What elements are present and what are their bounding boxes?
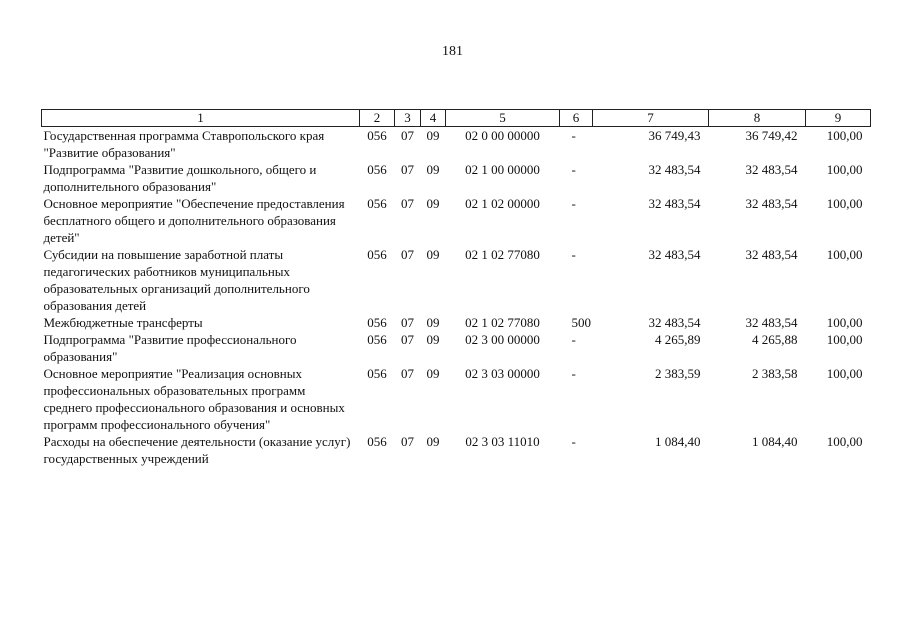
cell-subsection: 09: [426, 366, 440, 381]
cell-subsection: 09: [426, 332, 440, 347]
cell-ministry-code: 056: [367, 332, 387, 347]
cell-expense-type: -: [571, 434, 576, 449]
row-name: Государственная программа Ставропольского края "Развитие образования": [43, 128, 325, 160]
cell-target-article: 02 1 02 00000: [465, 196, 540, 211]
cell-col8: 32 483,54: [745, 247, 798, 262]
cell-col8: 4 265,88: [752, 332, 798, 347]
row-name: Подпрограмма "Развитие дошкольного, общего и дополнительного образования": [43, 162, 317, 194]
table-row: [42, 314, 871, 331]
cell-subsection: 09: [426, 434, 440, 449]
cell-col8: 32 483,54: [745, 315, 798, 330]
cell-target-article: 02 1 00 00000: [465, 162, 540, 177]
column-header: 8: [709, 110, 806, 127]
cell-section: 07: [401, 366, 414, 381]
table-row: [42, 246, 871, 314]
row-name: Основное мероприятие "Реализация основных профессиональных образовательных программ среднего профессионального образования и основных программ профессионального обучения": [43, 366, 345, 432]
row-name: Расходы на обеспечение деятельности (оказание услуг) государственных учреждений: [43, 434, 351, 466]
cell-col8: 32 483,54: [745, 196, 798, 211]
cell-col9: 100,00: [826, 434, 863, 449]
cell-section: 07: [401, 247, 414, 262]
cell-expense-type: -: [571, 196, 576, 211]
cell-expense-type: -: [571, 128, 576, 143]
table-row: [42, 365, 871, 433]
cell-section: 07: [401, 434, 414, 449]
cell-target-article: 02 0 00 00000: [465, 128, 540, 143]
row-name: Субсидии на повышение заработной платы педагогических работников муниципальных образовательных организаций дополнительного образования детей: [43, 247, 310, 313]
cell-col7: 32 483,54: [648, 315, 701, 330]
cell-ministry-code: 056: [367, 315, 387, 330]
cell-col7: 32 483,54: [648, 247, 701, 262]
cell-ministry-code: 056: [367, 366, 387, 381]
cell-subsection: 09: [426, 196, 440, 211]
table-row: [42, 433, 871, 467]
cell-ministry-code: 056: [367, 128, 387, 143]
cell-col8: 36 749,42: [745, 128, 798, 143]
header-row: [42, 110, 871, 127]
table-row: [42, 331, 871, 365]
cell-target-article: 02 3 03 11010: [465, 434, 540, 449]
column-header: 7: [593, 110, 709, 127]
cell-col9: 100,00: [826, 366, 863, 381]
table-row: [42, 161, 871, 195]
column-header: 4: [421, 110, 446, 127]
cell-col8: 32 483,54: [745, 162, 798, 177]
cell-section: 07: [401, 315, 414, 330]
cell-col7: 32 483,54: [648, 162, 701, 177]
cell-col9: 100,00: [826, 162, 863, 177]
cell-ministry-code: 056: [367, 434, 387, 449]
cell-ministry-code: 056: [367, 162, 387, 177]
cell-col9: 100,00: [826, 128, 863, 143]
cell-expense-type: 500: [571, 315, 591, 330]
cell-section: 07: [401, 196, 414, 211]
cell-expense-type: -: [571, 366, 576, 381]
cell-col8: 1 084,40: [752, 434, 798, 449]
cell-expense-type: -: [571, 162, 576, 177]
cell-col9: 100,00: [826, 247, 863, 262]
column-header: 3: [395, 110, 421, 127]
cell-subsection: 09: [426, 162, 440, 177]
cell-col9: 100,00: [826, 315, 863, 330]
cell-target-article: 02 1 02 77080: [465, 247, 540, 262]
cell-subsection: 09: [426, 247, 440, 262]
column-header: 9: [806, 110, 871, 127]
cell-expense-type: -: [571, 247, 576, 262]
column-header: 1: [42, 110, 360, 127]
cell-col9: 100,00: [826, 332, 863, 347]
row-name: Основное мероприятие "Обеспечение предоставления бесплатного общего и дополнительного образования детей": [43, 196, 345, 245]
cell-col7: 1 084,40: [655, 434, 701, 449]
cell-ministry-code: 056: [367, 247, 387, 262]
cell-subsection: 09: [426, 128, 440, 143]
cell-col7: 2 383,59: [655, 366, 701, 381]
cell-col7: 4 265,89: [655, 332, 701, 347]
cell-col9: 100,00: [826, 196, 863, 211]
cell-ministry-code: 056: [367, 196, 387, 211]
cell-target-article: 02 3 00 00000: [465, 332, 540, 347]
cell-section: 07: [401, 128, 414, 143]
cell-section: 07: [401, 332, 414, 347]
cell-section: 07: [401, 162, 414, 177]
page-number: 181: [442, 44, 463, 59]
cell-col7: 32 483,54: [648, 196, 701, 211]
row-name: Межбюджетные трансферты: [43, 315, 203, 330]
cell-subsection: 09: [426, 315, 440, 330]
row-name: Подпрограмма "Развитие профессионального образования": [43, 332, 297, 364]
cell-target-article: 02 1 02 77080: [465, 315, 540, 330]
cell-col7: 36 749,43: [648, 128, 701, 143]
table-row: [42, 127, 871, 162]
cell-col8: 2 383,58: [752, 366, 798, 381]
budget-table: [41, 109, 871, 467]
column-header: 6: [560, 110, 593, 127]
cell-expense-type: -: [571, 332, 576, 347]
column-header: 2: [360, 110, 395, 127]
cell-target-article: 02 3 03 00000: [465, 366, 540, 381]
column-header: 5: [446, 110, 560, 127]
table-row: [42, 195, 871, 246]
